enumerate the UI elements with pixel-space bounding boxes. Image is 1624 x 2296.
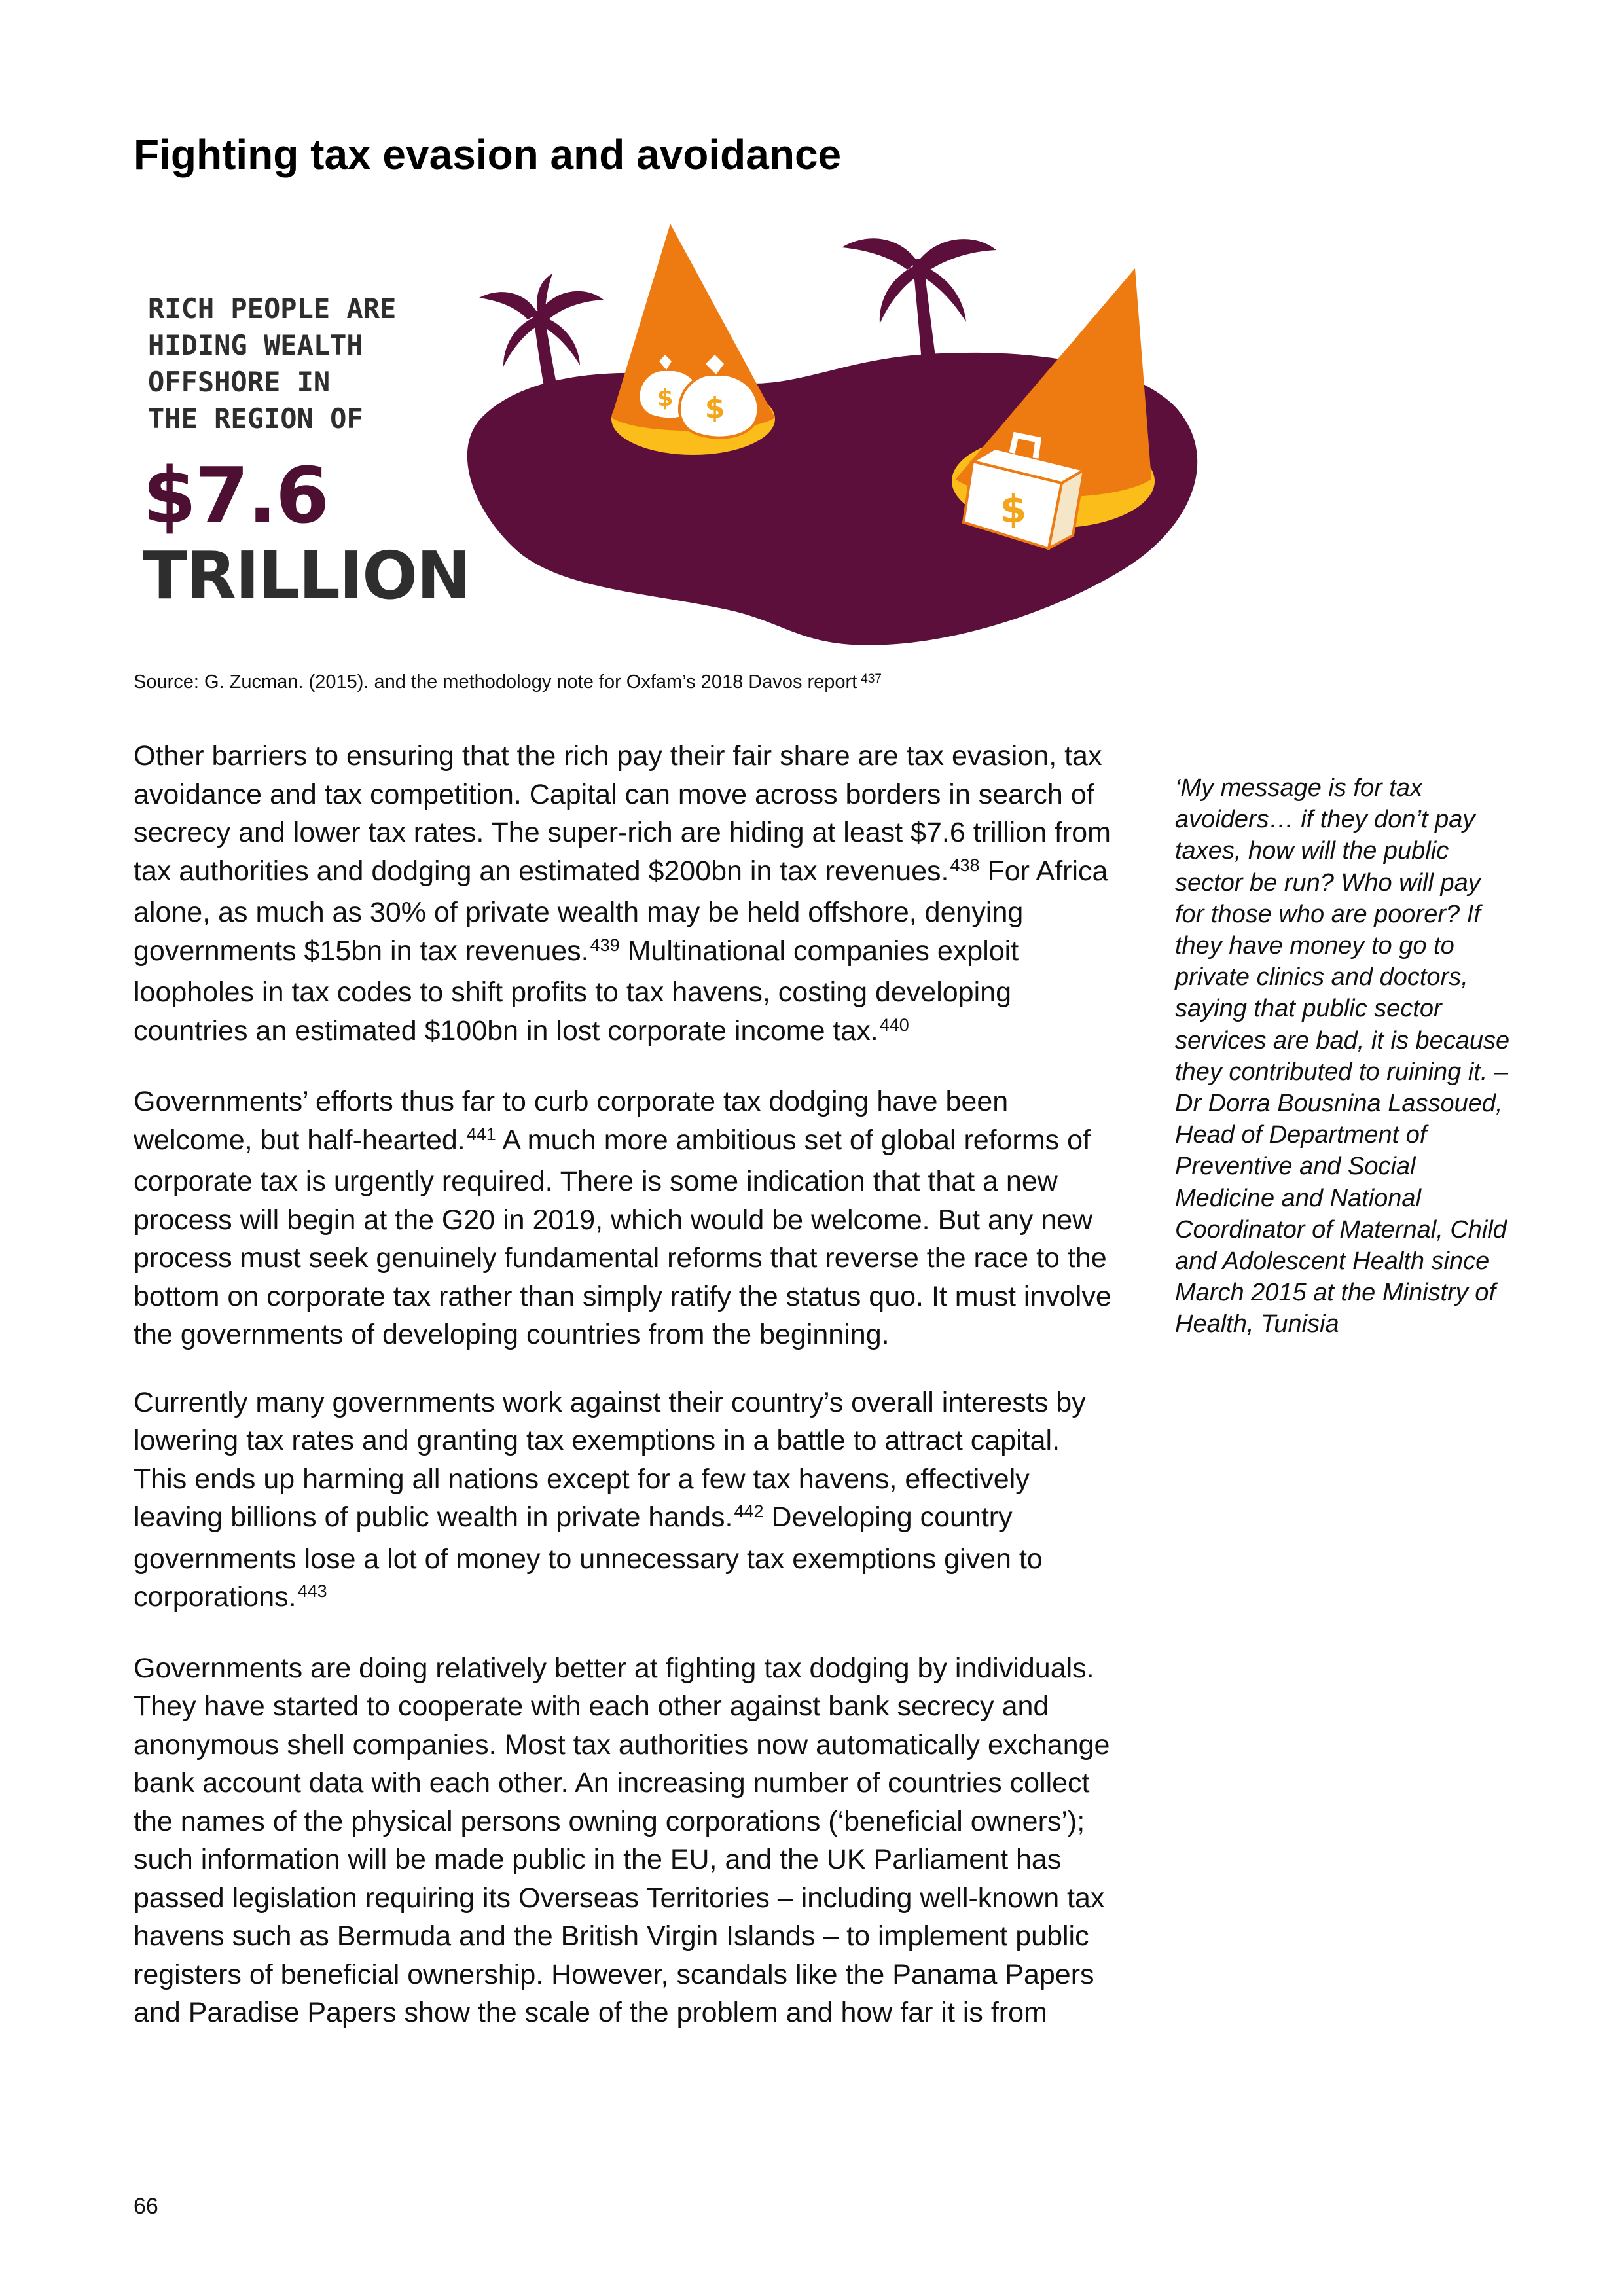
page-title: Fighting tax evasion and avoidance xyxy=(134,131,842,178)
paragraph-text: Governments are doing relatively better at fighting tax dodging by individuals. They have started to cooperate with each other against bank secrecy and anonymous shell companies. Most tax authorities now automatically exchange bank account data with each other. An increasing number of countries collect the names of the physical persons owning corporations (‘beneficial owners’); such information will be made public in the EU, and the UK Parliament has passed legislation requiring its Overseas Territories – including well-known tax havens such as Bermuda and the British Virgin Islands – to implement public registers of beneficial ownership. However, scandals like the Panama Papers and Paradise Papers show the scale of the problem and how far it is from xyxy=(134,1652,1110,2028)
paragraph-text: Governments’ efforts thus far to curb corporate tax dodging have been welcome, but half-hearted. xyxy=(134,1086,1009,1156)
body-paragraph xyxy=(134,737,1115,1053)
body-paragraph xyxy=(134,1083,1115,1354)
paragraph-text: Multinational companies exploit loopholes in tax codes to shift profits to tax havens, costing developing countries an estimated $100bn in lost corporate income tax. xyxy=(134,935,1019,1047)
paragraph-text: Currently many governments work against their country’s overall interests by lowering tax rates and granting tax exemptions in a battle to attract capital. This ends up harming all nations except for a few tax havens, effectively leaving billions of public wealth in private hands. xyxy=(134,1386,1086,1533)
footnote-ref: 440 xyxy=(879,1014,909,1035)
infographic-unit: TRILLION xyxy=(143,537,470,614)
body-text xyxy=(134,737,1115,2062)
footnote-ref: 441 xyxy=(466,1124,496,1144)
source-text: Source: G. Zucman. (2015). and the methodology note for Oxfam’s 2018 Davos report xyxy=(134,672,857,692)
paragraph-text: For Africa alone, as much as 30% of private wealth may be held offshore, denying governments $15bn in tax revenues. xyxy=(134,855,1108,967)
paragraph-text: Developing country governments lose a lot of money to unnecessary tax exemptions given to corporations. xyxy=(134,1501,1043,1613)
footnote-ref: 442 xyxy=(734,1501,764,1521)
body-paragraph xyxy=(134,1649,1115,2032)
money-bag-symbol: $ xyxy=(657,385,674,412)
money-bag-symbol: $ xyxy=(704,391,725,425)
body-paragraph xyxy=(134,1384,1115,1620)
infographic-caption: RICH PEOPLE ARE HIDING WEALTH OFFSHORE IN THE REGION OF xyxy=(148,293,397,435)
page-number: 66 xyxy=(134,2194,158,2219)
footnote-ref: 437 xyxy=(861,672,882,686)
pull-quote: ‘My message is for tax avoiders… if they don’t pay taxes, how will the public sector be run? Who will pay for those who are poorer? If they have money to go to private clinics and doctors, saying that public sector services are bad, it is because they contributed to ruining it. – Dr Dorra Bousnina Lassoued, Head of Department of Preventive and Social Medicine and National Coordinator of Maternal, Child and Adolescent Health since March 2015 at the Ministry of Health, Tunisia xyxy=(1175,774,1510,1338)
footnote-ref: 439 xyxy=(590,935,620,955)
offshore-wealth-infographic xyxy=(134,209,1233,668)
footnote-ref: 438 xyxy=(950,855,980,875)
infographic-amount: $7.6 xyxy=(143,450,329,541)
briefcase-symbol: $ xyxy=(1000,487,1027,531)
footnote-ref: 443 xyxy=(297,1581,327,1601)
source-note xyxy=(134,669,882,698)
paragraph-text: A much more ambitious set of global reforms of corporate tax is urgently required. There is some indication that that a new process will begin at the G20 in 2019, which would be welcome. But any new process must seek genuinely fundamental reforms that reverse the race to the bottom on corporate tax rather than simply ratify the status quo. It must involve the governments of developing countries from the beginning. xyxy=(134,1124,1111,1350)
paragraph-text: Other barriers to ensuring that the rich pay their fair share are tax evasion, tax avoidance and tax competition. Capital can move across borders in search of secrecy and lower tax rates. The super-rich are hiding at least $7.6 trillion from tax authorities and dodging an estimated $200bn in tax revenues. xyxy=(134,740,1111,887)
